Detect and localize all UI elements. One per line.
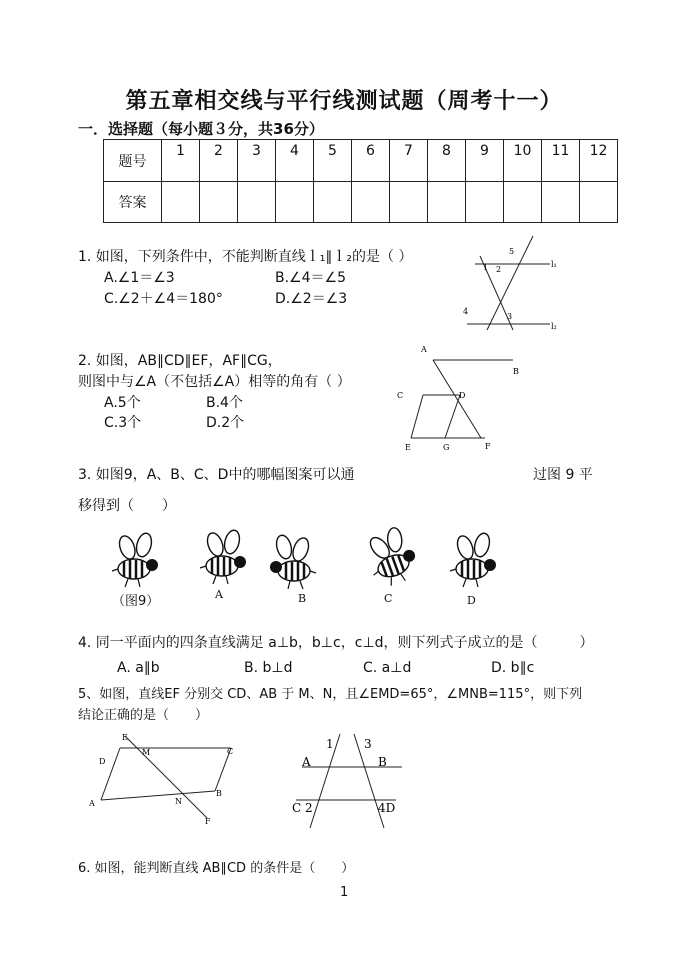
question-1-stem: 1. 如图，下列条件中，不能判断直线ｌ₁∥ｌ₂的是（ ） xyxy=(78,249,413,265)
point-label: A xyxy=(421,345,427,354)
question-number-cell: 5 xyxy=(314,140,352,182)
q2-option-b: B.4个 xyxy=(206,395,243,411)
point-label: C 2 xyxy=(292,801,313,815)
question-number-cell: 1 xyxy=(162,140,200,182)
option-b-label: B xyxy=(298,592,307,605)
question-number-cell: 10 xyxy=(504,140,542,182)
point-label: G xyxy=(443,443,450,452)
answer-cell[interactable] xyxy=(314,182,352,223)
question-number-cell: 12 xyxy=(580,140,618,182)
angle-label: 3 xyxy=(364,737,372,751)
point-label: A xyxy=(302,755,311,769)
answer-cell[interactable] xyxy=(276,182,314,223)
answer-cell[interactable] xyxy=(542,182,580,223)
answer-cell[interactable] xyxy=(162,182,200,223)
question-2-stem-line2: 则图中与∠A（不包括∠A）相等的角有（ ） xyxy=(78,374,351,390)
q2-option-a: A.5个 xyxy=(104,395,141,411)
page-title: 第五章相交线与平行线测试题（周考十一） xyxy=(125,89,563,114)
question-3-stem-left: 3. 如图9，A、B、C、D中的哪幅图案可以通 xyxy=(78,467,355,483)
page-number: 1 xyxy=(340,885,349,900)
point-label: E xyxy=(122,733,128,742)
bee-figure-9 xyxy=(112,532,158,587)
angle-label: 4 xyxy=(463,307,469,316)
q2-figure xyxy=(393,340,528,458)
q1-option-a: A.∠1＝∠3 xyxy=(104,270,175,286)
line-label: l₂ xyxy=(551,322,557,331)
point-label: A xyxy=(89,799,95,808)
option-d-label: D xyxy=(467,594,476,607)
question-number-cell: 6 xyxy=(352,140,390,182)
question-number-cell: 11 xyxy=(542,140,580,182)
q4-option-b: B. b⊥d xyxy=(244,660,293,676)
answer-cell[interactable] xyxy=(238,182,276,223)
question-5-stem-line2: 结论正确的是（ ） xyxy=(78,708,209,723)
q1-option-b: B.∠4＝∠5 xyxy=(275,270,346,286)
section-heading: 一．选择题（每小题３分，共36分） xyxy=(78,120,324,138)
q2-option-d: D.2个 xyxy=(206,415,245,431)
answer-cell[interactable] xyxy=(428,182,466,223)
angle-label: 1 xyxy=(326,737,334,751)
table-row xyxy=(104,140,618,182)
point-label: B xyxy=(513,367,519,376)
question-number-cell: 8 xyxy=(428,140,466,182)
point-label: M xyxy=(142,748,151,757)
point-label: B xyxy=(378,755,387,769)
angle-label: 5 xyxy=(509,247,515,256)
answer-cell[interactable] xyxy=(352,182,390,223)
question-number-cell: 3 xyxy=(238,140,276,182)
angle-label: 1 xyxy=(483,263,489,272)
table-row xyxy=(104,182,618,223)
point-label: D xyxy=(459,391,466,400)
q4-option-a: A. a∥b xyxy=(117,660,160,676)
answer-table xyxy=(103,139,618,223)
question-number-cell: 2 xyxy=(200,140,238,182)
angle-label: 2 xyxy=(496,265,502,274)
q1-option-c: C.∠2＋∠4＝180° xyxy=(104,291,223,307)
bee-option-d xyxy=(450,532,496,587)
bee-option-a xyxy=(200,529,246,584)
option-c-label: C xyxy=(384,592,393,605)
answer-cell[interactable] xyxy=(466,182,504,223)
answer-cell[interactable] xyxy=(390,182,428,223)
point-label: E xyxy=(405,443,411,452)
question-6-stem: 6. 如图，能判断直线 AB∥CD 的条件是（ ） xyxy=(78,861,355,876)
q2-option-c: C.3个 xyxy=(104,415,142,431)
line-label: l₁ xyxy=(551,260,557,269)
q4-option-c: C. a⊥d xyxy=(363,660,412,676)
answer-cell[interactable] xyxy=(504,182,542,223)
bee-option-b xyxy=(270,534,316,589)
angle-label: 3 xyxy=(507,312,513,321)
point-label: N xyxy=(175,797,182,806)
figure-9-label: （图9） xyxy=(112,594,160,609)
question-3-stem-right: 过图 9 平 xyxy=(533,467,593,483)
point-label: F xyxy=(485,442,491,451)
q3-figure-row xyxy=(100,520,520,610)
question-number-cell: 7 xyxy=(390,140,428,182)
bee-option-c xyxy=(360,522,422,590)
point-label: C xyxy=(227,747,234,756)
q4-option-d: D. b∥c xyxy=(491,660,535,676)
point-label: 4D xyxy=(378,801,396,815)
q1-option-d: D.∠2＝∠3 xyxy=(275,291,348,307)
point-label: F xyxy=(205,817,211,826)
option-a-label: A xyxy=(215,588,223,601)
question-4-stem: 4. 同一平面内的四条直线满足 a⊥b，b⊥c，c⊥d，则下列式子成立的是（ ） xyxy=(78,635,594,651)
point-label: B xyxy=(216,789,222,798)
question-number-cell: 9 xyxy=(466,140,504,182)
q6-figure xyxy=(290,730,415,830)
q1-figure xyxy=(455,230,575,340)
q5-figure xyxy=(85,728,245,828)
table-header-cell: 题号 xyxy=(104,140,162,182)
point-label: D xyxy=(99,757,106,766)
question-2-stem-line1: 2. 如图，AB∥CD∥EF，AF∥CG， xyxy=(78,353,282,369)
point-label: C xyxy=(397,391,404,400)
question-5-stem-line1: 5、如图，直线EF 分别交 CD、AB 于 M、N，且∠EMD=65°，∠MNB=115°，则下列 xyxy=(78,687,583,702)
question-3-stem-line2: 移得到（ ） xyxy=(78,498,176,514)
question-number-cell: 4 xyxy=(276,140,314,182)
answer-cell[interactable] xyxy=(200,182,238,223)
table-header-cell: 答案 xyxy=(104,182,162,223)
answer-cell[interactable] xyxy=(580,182,618,223)
